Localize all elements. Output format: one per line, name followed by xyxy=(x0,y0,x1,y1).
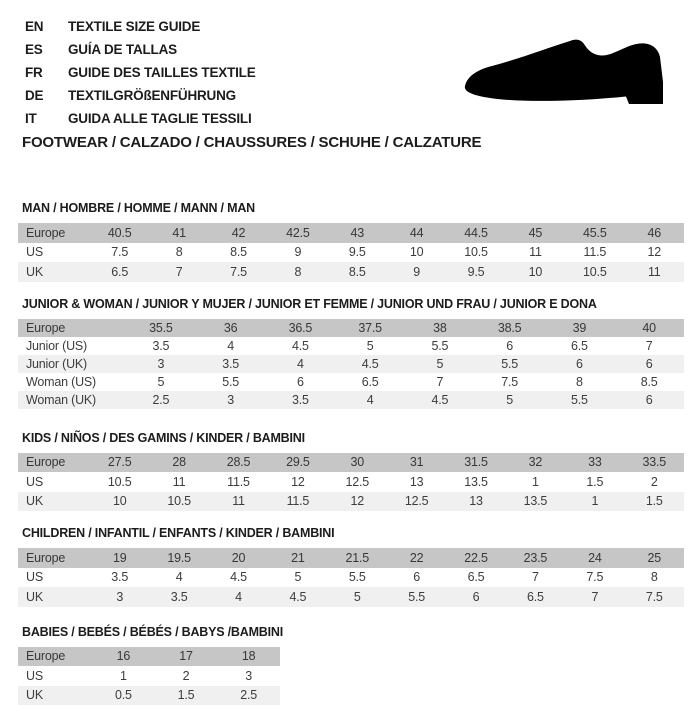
size-value-cell: 46 xyxy=(625,223,684,243)
size-value-cell: 32 xyxy=(506,453,565,473)
row-label: Woman (UK) xyxy=(18,391,126,409)
size-value-cell: 40 xyxy=(614,319,684,337)
size-value-cell: 10.5 xyxy=(149,492,208,512)
table-row xyxy=(18,262,684,282)
size-value-cell: 33.5 xyxy=(625,453,684,473)
size-value-cell: 19 xyxy=(90,548,149,568)
size-value-cell: 38 xyxy=(405,319,475,337)
size-value-cell: 13 xyxy=(446,492,505,512)
size-value-cell: 7.5 xyxy=(565,568,624,588)
table-row xyxy=(18,453,684,473)
size-value-cell: 45.5 xyxy=(565,223,624,243)
size-value-cell: 11 xyxy=(149,472,208,492)
row-label: US xyxy=(18,568,90,588)
size-value-cell: 3.5 xyxy=(90,568,149,588)
size-value-cell: 3 xyxy=(196,391,266,409)
size-value-cell: 7 xyxy=(506,568,565,588)
size-table-kids xyxy=(18,453,684,512)
row-label: Europe xyxy=(18,548,90,568)
size-value-cell: 6.5 xyxy=(335,373,405,391)
size-value-cell: 10 xyxy=(90,492,149,512)
language-row-it xyxy=(25,107,700,130)
section-title-junior-woman: JUNIOR & WOMAN / JUNIOR Y MUJER / JUNIOR ET FEMME / JUNIOR UND FRAU / JUNIOR E DONA xyxy=(22,297,700,311)
size-value-cell: 4.5 xyxy=(335,355,405,373)
size-value-cell: 43 xyxy=(328,223,387,243)
size-value-cell: 4.5 xyxy=(268,587,327,607)
size-value-cell: 24 xyxy=(565,548,624,568)
size-value-cell: 10 xyxy=(387,243,446,263)
size-value-cell: 35.5 xyxy=(126,319,196,337)
row-label: Europe xyxy=(18,453,90,473)
section-junior-woman xyxy=(18,297,700,409)
size-value-cell: 9.5 xyxy=(446,262,505,282)
size-value-cell: 23.5 xyxy=(506,548,565,568)
table-row xyxy=(18,373,684,391)
size-value-cell: 8.5 xyxy=(209,243,268,263)
size-value-cell: 8 xyxy=(625,568,684,588)
size-value-cell: 9 xyxy=(268,243,327,263)
size-value-cell: 3 xyxy=(90,587,149,607)
size-value-cell: 31.5 xyxy=(446,453,505,473)
language-code: DE xyxy=(25,84,68,107)
size-value-cell: 36.5 xyxy=(266,319,336,337)
size-value-cell: 27.5 xyxy=(90,453,149,473)
size-value-cell: 11 xyxy=(625,262,684,282)
size-value-cell: 31 xyxy=(387,453,446,473)
size-value-cell: 4 xyxy=(266,355,336,373)
size-value-cell: 28.5 xyxy=(209,453,268,473)
size-value-cell: 30 xyxy=(328,453,387,473)
size-table-junior-woman xyxy=(18,319,684,409)
table-row xyxy=(18,666,280,686)
size-value-cell: 1.5 xyxy=(155,686,218,705)
size-value-cell: 4.5 xyxy=(209,568,268,588)
size-value-cell: 5.5 xyxy=(405,337,475,355)
size-value-cell: 11.5 xyxy=(209,472,268,492)
table-row xyxy=(18,587,684,607)
size-value-cell: 4.5 xyxy=(405,391,475,409)
language-label: GUIDE DES TAILLES TEXTILE xyxy=(68,61,256,84)
table-row xyxy=(18,472,684,492)
size-value-cell: 11.5 xyxy=(268,492,327,512)
size-value-cell: 4 xyxy=(196,337,266,355)
size-value-cell: 10.5 xyxy=(446,243,505,263)
section-title-man: MAN / HOMBRE / HOMME / MANN / MAN xyxy=(22,201,700,215)
size-value-cell: 6 xyxy=(387,568,446,588)
size-value-cell: 6.5 xyxy=(90,262,149,282)
size-value-cell: 28 xyxy=(149,453,208,473)
size-value-cell: 12 xyxy=(625,243,684,263)
section-kids xyxy=(18,431,700,512)
size-value-cell: 8 xyxy=(268,262,327,282)
size-value-cell: 6 xyxy=(475,337,545,355)
size-value-cell: 5 xyxy=(268,568,327,588)
size-value-cell: 6 xyxy=(614,391,684,409)
size-value-cell: 7 xyxy=(149,262,208,282)
size-value-cell: 12 xyxy=(268,472,327,492)
language-label: TEXTILE SIZE GUIDE xyxy=(68,15,200,38)
size-value-cell: 10 xyxy=(506,262,565,282)
size-value-cell: 5 xyxy=(126,373,196,391)
size-value-cell: 6 xyxy=(614,355,684,373)
size-value-cell: 11 xyxy=(506,243,565,263)
table-row xyxy=(18,548,684,568)
language-row-en xyxy=(25,15,700,38)
section-children xyxy=(18,526,700,607)
row-label: UK xyxy=(18,492,90,512)
size-value-cell: 7.5 xyxy=(625,587,684,607)
size-value-cell: 4.5 xyxy=(266,337,336,355)
size-value-cell: 2.5 xyxy=(126,391,196,409)
table-row xyxy=(18,243,684,263)
size-value-cell: 3.5 xyxy=(149,587,208,607)
language-code: EN xyxy=(25,15,68,38)
size-value-cell: 5 xyxy=(335,337,405,355)
size-value-cell: 0.5 xyxy=(92,686,155,705)
size-value-cell: 4 xyxy=(149,568,208,588)
size-value-cell: 5.5 xyxy=(545,391,615,409)
section-babies xyxy=(18,625,700,705)
size-value-cell: 3 xyxy=(126,355,196,373)
table-row xyxy=(18,647,280,667)
size-value-cell: 39 xyxy=(545,319,615,337)
size-value-cell: 2 xyxy=(625,472,684,492)
size-value-cell: 8.5 xyxy=(328,262,387,282)
table-row xyxy=(18,223,684,243)
language-code: FR xyxy=(25,61,68,84)
size-value-cell: 7.5 xyxy=(475,373,545,391)
size-value-cell: 7 xyxy=(405,373,475,391)
section-title-children: CHILDREN / INFANTIL / ENFANTS / KINDER / BAMBINI xyxy=(22,526,700,540)
size-value-cell: 6.5 xyxy=(545,337,615,355)
size-value-cell: 6 xyxy=(446,587,505,607)
size-value-cell: 44.5 xyxy=(446,223,505,243)
row-label: US xyxy=(18,666,92,686)
size-table-children xyxy=(18,548,684,607)
table-row xyxy=(18,686,280,705)
size-value-cell: 5 xyxy=(328,587,387,607)
size-value-cell: 18 xyxy=(217,647,280,667)
size-table-babies xyxy=(18,647,280,705)
size-value-cell: 9.5 xyxy=(328,243,387,263)
size-value-cell: 7.5 xyxy=(209,262,268,282)
row-label: US xyxy=(18,472,90,492)
size-value-cell: 10.5 xyxy=(90,472,149,492)
size-value-cell: 29.5 xyxy=(268,453,327,473)
section-man xyxy=(18,201,700,282)
row-label: Europe xyxy=(18,223,90,243)
size-value-cell: 12.5 xyxy=(328,472,387,492)
size-value-cell: 3.5 xyxy=(266,391,336,409)
size-value-cell: 38.5 xyxy=(475,319,545,337)
table-row xyxy=(18,492,684,512)
row-label: Europe xyxy=(18,319,126,337)
size-value-cell: 4 xyxy=(209,587,268,607)
size-value-cell: 13.5 xyxy=(506,492,565,512)
row-label: Junior (UK) xyxy=(18,355,126,373)
size-value-cell: 9 xyxy=(387,262,446,282)
size-value-cell: 17 xyxy=(155,647,218,667)
size-value-cell: 6.5 xyxy=(446,568,505,588)
size-value-cell: 10.5 xyxy=(565,262,624,282)
size-value-cell: 13.5 xyxy=(446,472,505,492)
size-value-cell: 36 xyxy=(196,319,266,337)
language-label: GUIDA ALLE TAGLIE TESSILI xyxy=(68,107,252,130)
size-value-cell: 37.5 xyxy=(335,319,405,337)
size-value-cell: 11.5 xyxy=(565,243,624,263)
size-value-cell: 19.5 xyxy=(149,548,208,568)
size-value-cell: 5.5 xyxy=(196,373,266,391)
size-value-cell: 8 xyxy=(545,373,615,391)
size-value-cell: 2 xyxy=(155,666,218,686)
size-value-cell: 40.5 xyxy=(90,223,149,243)
language-label: GUÍA DE TALLAS xyxy=(68,38,177,61)
size-value-cell: 21 xyxy=(268,548,327,568)
size-value-cell: 20 xyxy=(209,548,268,568)
row-label: Woman (US) xyxy=(18,373,126,391)
size-value-cell: 1 xyxy=(92,666,155,686)
size-value-cell: 21.5 xyxy=(328,548,387,568)
size-value-cell: 6 xyxy=(545,355,615,373)
row-label: Junior (US) xyxy=(18,337,126,355)
language-label: TEXTILGRÖßENFÜHRUNG xyxy=(68,84,236,107)
size-value-cell: 42 xyxy=(209,223,268,243)
size-value-cell: 1 xyxy=(565,492,624,512)
table-row xyxy=(18,319,684,337)
size-value-cell: 1.5 xyxy=(625,492,684,512)
size-value-cell: 44 xyxy=(387,223,446,243)
size-value-cell: 6 xyxy=(266,373,336,391)
size-value-cell: 7 xyxy=(565,587,624,607)
size-value-cell: 22 xyxy=(387,548,446,568)
size-value-cell: 1.5 xyxy=(565,472,624,492)
size-value-cell: 7 xyxy=(614,337,684,355)
size-value-cell: 45 xyxy=(506,223,565,243)
table-row xyxy=(18,355,684,373)
size-value-cell: 5 xyxy=(475,391,545,409)
size-value-cell: 41 xyxy=(149,223,208,243)
size-value-cell: 5 xyxy=(405,355,475,373)
section-title-babies: BABIES / BEBÉS / BÉBÉS / BABYS /BAMBINI xyxy=(22,625,700,639)
row-label: UK xyxy=(18,262,90,282)
category-title: FOOTWEAR / CALZADO / CHAUSSURES / SCHUHE / CALZATURE xyxy=(22,134,700,151)
size-value-cell: 6.5 xyxy=(506,587,565,607)
row-label: US xyxy=(18,243,90,263)
table-row xyxy=(18,391,684,409)
size-value-cell: 7.5 xyxy=(90,243,149,263)
section-title-kids: KIDS / NIÑOS / DES GAMINS / KINDER / BAMBINI xyxy=(22,431,700,445)
size-value-cell: 16 xyxy=(92,647,155,667)
size-value-cell: 4 xyxy=(335,391,405,409)
row-label: UK xyxy=(18,587,90,607)
row-label: UK xyxy=(18,686,92,705)
size-value-cell: 3.5 xyxy=(196,355,266,373)
size-value-cell: 12 xyxy=(328,492,387,512)
size-value-cell: 1 xyxy=(506,472,565,492)
size-value-cell: 5.5 xyxy=(328,568,387,588)
size-value-cell: 5.5 xyxy=(475,355,545,373)
size-value-cell: 13 xyxy=(387,472,446,492)
size-value-cell: 8.5 xyxy=(614,373,684,391)
table-row xyxy=(18,337,684,355)
row-label: Europe xyxy=(18,647,92,667)
size-value-cell: 8 xyxy=(149,243,208,263)
size-value-cell: 2.5 xyxy=(217,686,280,705)
size-value-cell: 22.5 xyxy=(446,548,505,568)
size-value-cell: 42.5 xyxy=(268,223,327,243)
size-value-cell: 11 xyxy=(209,492,268,512)
table-row xyxy=(18,568,684,588)
size-value-cell: 33 xyxy=(565,453,624,473)
size-value-cell: 25 xyxy=(625,548,684,568)
language-code: IT xyxy=(25,107,68,130)
size-table-man xyxy=(18,223,684,282)
size-value-cell: 5.5 xyxy=(387,587,446,607)
shoe-icon xyxy=(462,36,668,110)
language-code: ES xyxy=(25,38,68,61)
size-value-cell: 12.5 xyxy=(387,492,446,512)
size-value-cell: 3.5 xyxy=(126,337,196,355)
size-value-cell: 3 xyxy=(217,666,280,686)
